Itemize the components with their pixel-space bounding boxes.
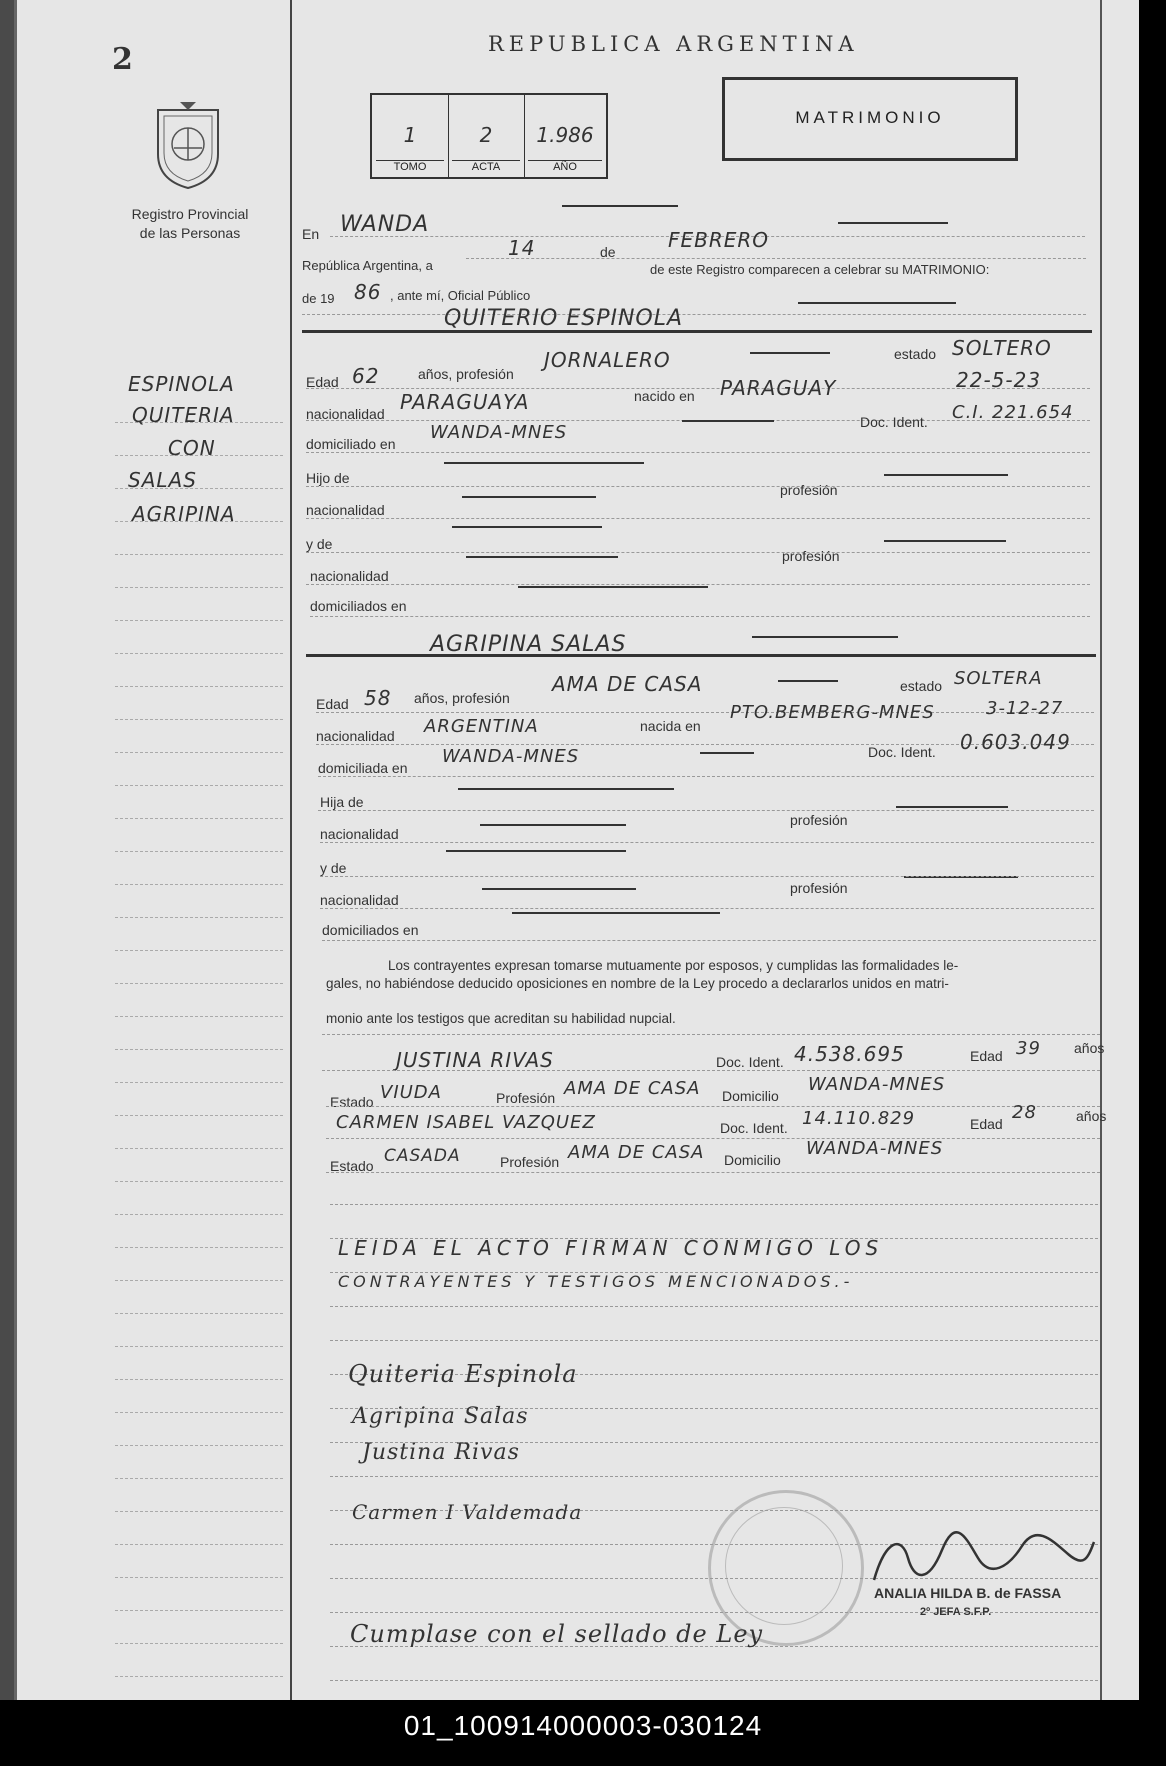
- margin-rule: [115, 653, 283, 654]
- rule: [512, 912, 720, 914]
- witness1-doc-number: 4.538.695: [794, 1042, 905, 1066]
- margin-rule: [115, 1643, 283, 1644]
- witness1-estado-label: Estado: [330, 1094, 374, 1110]
- body-rule: [330, 1680, 1098, 1681]
- rule: [306, 654, 1096, 657]
- witness2-age: 28: [1012, 1102, 1037, 1123]
- rule: [310, 616, 1090, 617]
- rule: [446, 850, 626, 852]
- witness2-anos-label: años: [1076, 1108, 1107, 1124]
- margin-rule: [115, 1676, 283, 1677]
- tomo-cell: [372, 95, 449, 177]
- signature-1: Quiteria Espinola: [348, 1360, 578, 1388]
- bride-nationality: ARGENTINA: [424, 716, 539, 737]
- witness2-profession: AMA DE CASA: [568, 1142, 705, 1163]
- day: 14: [508, 236, 536, 260]
- bride-nacida-label: nacida en: [640, 718, 701, 734]
- margin-rule: [115, 851, 283, 852]
- bride-doc-label: Doc. Ident.: [868, 744, 936, 760]
- margin-rule: [115, 1313, 283, 1314]
- groom-doc-number: C.I. 221.654: [952, 402, 1074, 423]
- witness1-edad-label: Edad: [970, 1048, 1003, 1064]
- witness2-profesion-label: Profesión: [500, 1154, 560, 1170]
- rule: [452, 526, 602, 528]
- closing-line-2: CONTRAYENTES Y TESTIGOS MENCIONADOS.-: [338, 1272, 854, 1291]
- declaration-line-2: gales, no habiéndose deducido oposiciones en nombre de la Ley procedo a declararlos unidos en matri-: [326, 976, 949, 991]
- document-type: MATRIMONIO: [795, 108, 945, 127]
- margin-rule: [115, 785, 283, 786]
- margin-rule: [115, 1379, 283, 1380]
- groom-nationality: PARAGUAYA: [400, 390, 530, 414]
- signature-3: Justina Rivas: [362, 1440, 520, 1465]
- rule: [326, 1106, 1100, 1107]
- bride-mother-nationality-label: nacionalidad: [320, 892, 399, 908]
- margin-note-4: SALAS: [128, 468, 197, 492]
- margin-rule: [115, 950, 283, 951]
- margin-rule: [115, 686, 283, 687]
- acta-label: ACTA: [452, 160, 520, 173]
- tomo-value: 1: [403, 123, 417, 147]
- tomo-acta-ano-box: [370, 93, 608, 179]
- bride-nacionalidad-label: nacionalidad: [316, 728, 395, 744]
- body-rule: [330, 1476, 1098, 1477]
- margin-rule: [115, 818, 283, 819]
- margin-rule: [115, 1148, 283, 1149]
- rule: [482, 888, 636, 890]
- rule: [518, 586, 708, 588]
- groom-mother-nationality-label: nacionalidad: [310, 568, 389, 584]
- margin-note-1: ESPINOLA: [128, 372, 235, 396]
- officer-title: 2º JEFA S.F.P.: [920, 1606, 992, 1618]
- registry-name: [110, 205, 270, 243]
- margin-note-3: CON: [168, 436, 216, 460]
- rule: [444, 462, 644, 464]
- rule: [458, 788, 674, 790]
- rule: [798, 302, 956, 304]
- body-rule: [330, 1340, 1098, 1341]
- margin-rule: [115, 587, 283, 588]
- year: 86: [354, 280, 382, 304]
- margin-rule: [115, 554, 283, 555]
- margin-rule: [115, 1544, 283, 1545]
- officer-signature-icon: [868, 1528, 1098, 1588]
- margin-rule: [115, 884, 283, 885]
- margin-rule: [115, 752, 283, 753]
- country-title: REPUBLICA ARGENTINA: [488, 32, 859, 56]
- rule: [884, 474, 1008, 476]
- bride-birthplace: PTO.BEMBERG-MNES: [730, 702, 935, 723]
- declaration-line-3: monio ante los testigos que acreditan su habilidad nupcial.: [326, 1011, 676, 1026]
- rule: [750, 352, 830, 354]
- margin-rule: [115, 1445, 283, 1446]
- book-binding: [0, 0, 14, 1700]
- rule: [884, 540, 1006, 542]
- margin-rule: [115, 1610, 283, 1611]
- groom-father-profession-label: profesión: [780, 482, 838, 498]
- signature-4: Carmen I Valdemada: [352, 1500, 583, 1524]
- body-rule: [330, 1204, 1098, 1205]
- witness2-domicilio-label: Domicilio: [724, 1152, 781, 1168]
- rule: [778, 680, 838, 682]
- rule: [302, 330, 1092, 333]
- rule: [480, 824, 626, 826]
- witness2-estado-label: Estado: [330, 1158, 374, 1174]
- witness2-status: CASADA: [384, 1146, 461, 1166]
- rule: [896, 806, 1008, 808]
- rule: [320, 876, 1094, 877]
- final-note: Cumplase con el sellado de Ley: [350, 1620, 764, 1648]
- groom-y-de-label: y de: [306, 536, 333, 552]
- groom-doc-label: Doc. Ident.: [860, 414, 928, 430]
- groom-mother-profession-label: profesión: [782, 548, 840, 564]
- margin-rule: [115, 983, 283, 984]
- registry-line-1: Registro Provincial: [131, 206, 249, 222]
- ano-label: AÑO: [528, 160, 602, 173]
- bride-father-nationality-label: nacionalidad: [320, 826, 399, 842]
- witness2-address: WANDA-MNES: [806, 1138, 944, 1159]
- witness1-anos-label: años: [1074, 1040, 1105, 1056]
- rule: [320, 908, 1094, 909]
- bride-profession: AMA DE CASA: [552, 672, 703, 696]
- place: WANDA: [340, 212, 430, 237]
- acta-value: 2: [479, 123, 493, 147]
- witness2-doc-label: Doc. Ident.: [720, 1120, 788, 1136]
- margin-rule: [115, 719, 283, 720]
- rule: [562, 205, 678, 207]
- bride-doc-number: 0.603.049: [960, 730, 1071, 754]
- rule: [838, 222, 948, 224]
- margin-rule: [115, 1049, 283, 1050]
- rule: [316, 712, 1094, 713]
- witness2-edad-label: Edad: [970, 1116, 1003, 1132]
- rule: [466, 556, 618, 558]
- tomo-label: TOMO: [376, 160, 444, 173]
- margin-note-2: QUITERIA: [132, 403, 235, 427]
- groom-birthplace: PARAGUAY: [720, 376, 837, 400]
- rule: [306, 584, 1090, 585]
- witness1-profesion-label: Profesión: [496, 1090, 556, 1106]
- margin-rule: [115, 1478, 283, 1479]
- groom-father-nationality-label: nacionalidad: [306, 502, 385, 518]
- month: FEBRERO: [668, 228, 770, 252]
- margin-divider: [290, 0, 292, 1700]
- rule: [326, 1138, 1100, 1139]
- bride-address: WANDA-MNES: [442, 746, 580, 767]
- document-type-box: [722, 77, 1018, 161]
- oficial-text: , ante mí, Oficial Público: [390, 288, 531, 303]
- footer-code: 01_100914000003-030124: [403, 1710, 763, 1741]
- witness1-address: WANDA-MNES: [808, 1074, 946, 1095]
- year-prefix: de 19: [302, 291, 335, 306]
- witness1-doc-label: Doc. Ident.: [716, 1054, 784, 1070]
- rule: [302, 314, 1086, 315]
- witness2-doc-number: 14.110.829: [802, 1108, 916, 1129]
- bride-mother-profession-label: profesión: [790, 880, 848, 896]
- margin-rule: [115, 1181, 283, 1182]
- officer-name: ANALIA HILDA B. de FASSA: [874, 1585, 1062, 1601]
- witness1-name: JUSTINA RIVAS: [396, 1048, 554, 1072]
- bride-edad-label: Edad: [316, 696, 349, 712]
- en-label: En: [302, 226, 320, 242]
- bride-y-de-label: y de: [320, 860, 347, 876]
- signature-2: Agripina Salas: [352, 1404, 529, 1429]
- rule: [326, 1172, 1100, 1173]
- groom-age: 62: [352, 364, 380, 388]
- rule: [322, 1070, 1100, 1071]
- bride-civil-status: SOLTERA: [954, 668, 1043, 689]
- bride-age: 58: [364, 686, 392, 710]
- right-border: [1100, 0, 1102, 1700]
- margin-rule: [115, 1082, 283, 1083]
- margin-rule: [115, 1511, 283, 1512]
- groom-edad-label: Edad: [306, 374, 339, 390]
- rule: [306, 486, 1090, 487]
- groom-estado-label: estado: [894, 346, 937, 362]
- witness1-status: VIUDA: [380, 1082, 442, 1103]
- witness1-age: 39: [1016, 1038, 1041, 1059]
- margin-rule: [115, 1016, 283, 1017]
- groom-civil-status: SOLTERO: [952, 336, 1052, 360]
- groom-name: QUITERIO ESPINOLA: [444, 306, 684, 331]
- rule: [320, 842, 1094, 843]
- bride-father-profession-label: profesión: [790, 812, 848, 828]
- rule: [752, 636, 898, 638]
- registry-line-2: de las Personas: [139, 225, 241, 241]
- bride-domiciliados-label: domiciliados en: [322, 922, 419, 938]
- rule: [306, 452, 1090, 453]
- groom-nacido-label: nacido en: [634, 388, 695, 404]
- bride-domicilio-label: domiciliada en: [318, 760, 408, 776]
- groom-profession: JORNALERO: [544, 348, 671, 372]
- ano-cell: [524, 95, 606, 177]
- groom-address: WANDA-MNES: [430, 422, 568, 443]
- margin-rule: [115, 620, 283, 621]
- groom-domicilio-label: domiciliado en: [306, 436, 396, 452]
- bride-hija-label: Hija de: [320, 794, 364, 810]
- margin-rule: [115, 1115, 283, 1116]
- groom-nacionalidad-label: nacionalidad: [306, 406, 385, 422]
- rule: [306, 552, 1090, 553]
- rule: [322, 1034, 1100, 1035]
- margin-rule: [115, 1247, 283, 1248]
- rule: [682, 420, 774, 422]
- rule: [700, 752, 754, 754]
- bride-estado-label: estado: [900, 678, 943, 694]
- declaration-line-1: Los contrayentes expresan tomarse mutuamente por esposos, y cumplidas las formalidades le-: [388, 958, 959, 973]
- page-number: 2: [112, 42, 133, 77]
- bride-name: AGRIPINA SALAS: [430, 632, 627, 657]
- margin-rule: [115, 1346, 283, 1347]
- rule: [318, 776, 1094, 777]
- margin-note-5: AGRIPINA: [132, 502, 236, 526]
- margin-rule: [115, 917, 283, 918]
- rule: [322, 940, 1096, 941]
- groom-hijo-label: Hijo de: [306, 470, 350, 486]
- witness1-domicilio-label: Domicilio: [722, 1088, 779, 1104]
- rule: [466, 258, 1086, 259]
- rule: [462, 496, 596, 498]
- acta-cell: [448, 95, 525, 177]
- bride-profesion-label: años, profesión: [414, 690, 510, 706]
- rule: [318, 810, 1094, 811]
- groom-profesion-label: años, profesión: [418, 366, 514, 382]
- republica-label: República Argentina, a: [302, 258, 433, 273]
- de-label: de: [600, 244, 616, 260]
- margin-rule: [115, 1280, 283, 1281]
- closing-line-1: LEIDA EL ACTO FIRMAN CONMIGO LOS: [338, 1236, 884, 1260]
- province-seal-icon: [150, 98, 226, 190]
- groom-birth-date: 22-5-23: [956, 368, 1042, 392]
- margin-rule: [115, 1577, 283, 1578]
- body-rule: [330, 1306, 1098, 1307]
- witness1-profession: AMA DE CASA: [564, 1078, 701, 1099]
- margin-rule: [115, 1214, 283, 1215]
- rule: [306, 518, 1090, 519]
- margin-rule: [115, 1412, 283, 1413]
- ano-value: 1.986: [536, 123, 594, 147]
- comparecen-text: de este Registro comparecen a celebrar su MATRIMONIO:: [650, 262, 990, 277]
- bride-birth-date: 3-12-27: [986, 698, 1064, 719]
- witness2-name: CARMEN ISABEL VAZQUEZ: [336, 1112, 596, 1133]
- groom-domiciliados-label: domiciliados en: [310, 598, 407, 614]
